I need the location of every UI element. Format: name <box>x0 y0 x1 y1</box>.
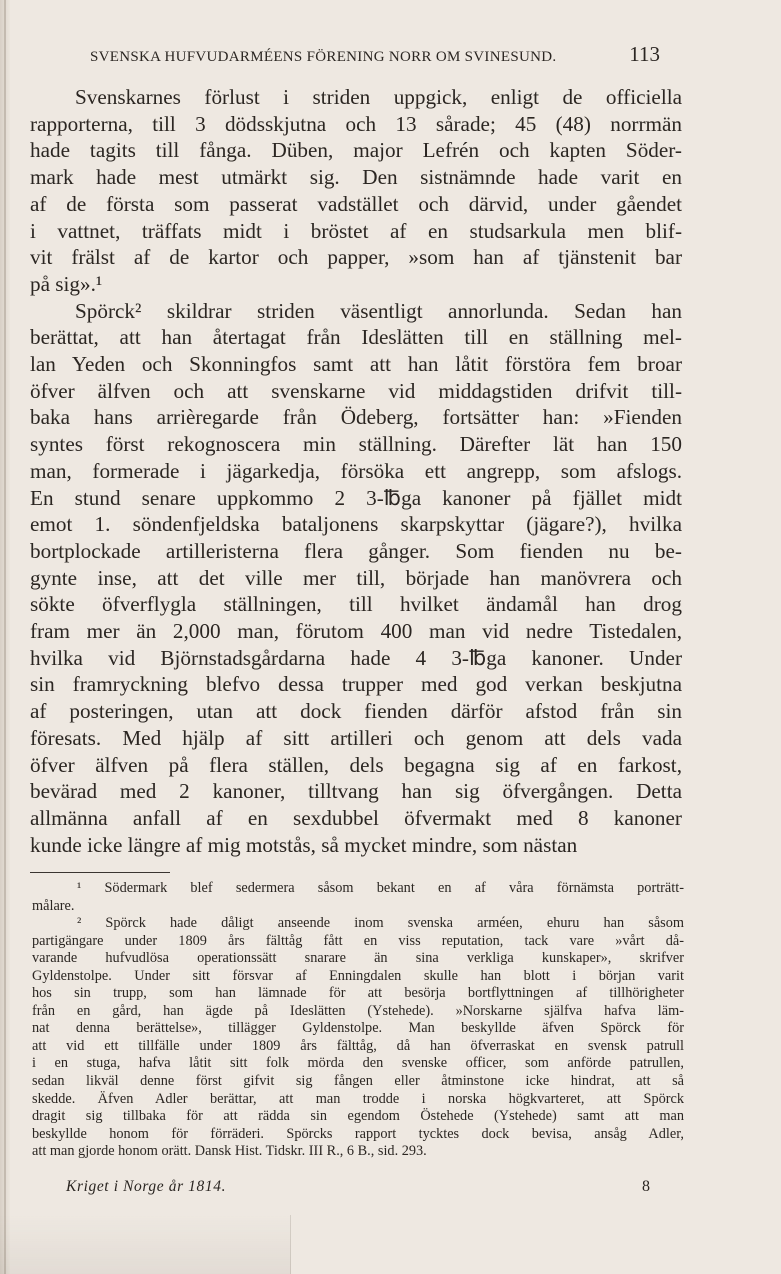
footnote-line: nat denna berättelse», tillägger Gyldenstolpe. Man beskyllde äfven Spörck för <box>32 1020 684 1037</box>
text-line: öfver älfven och att svenskarne vid middagstiden drifvit till- <box>30 378 682 403</box>
text-line: sin framryckning blefvo dessa trupper med god verkan beskjutna <box>30 672 682 697</box>
page-footer <box>66 1178 650 1196</box>
text-line: bevärad med 2 kanoner, tilltvang han sig öfvergången. Detta <box>30 779 682 804</box>
footnote-line: att man gjorde honom orätt. Dansk Hist. Tidskr. III R., 6 B., sid. 293. <box>32 1143 427 1160</box>
text-line: emot 1. söndenfjeldska bataljonens skarpskyttar (jägare?), hvilka <box>30 512 682 537</box>
main-text <box>30 84 682 858</box>
footnote-line: partigängare under 1809 års fälttåg fått en viss reputation, tack vare »vårt då- <box>32 932 684 949</box>
binding-line <box>4 0 6 1274</box>
text-line: i vattnet, träffats midt i bröstet af en studsarkula men blif- <box>30 218 682 243</box>
footnote-line: ² Spörck hade dåligt anseende inom svenska arméen, ehuru han såsom <box>77 915 684 932</box>
footnotes <box>32 880 684 1161</box>
text-line: hade tagits till fånga. Düben, major Lefrén och kapten Söder- <box>30 138 682 163</box>
footnote-line: beskyllde honom för förräderi. Spörcks rapport tycktes dock bevisa, ansåg Adler, <box>32 1125 684 1142</box>
footnote-line: dragit sig tillbaka för att rädda sin egendom Östehede (Ystehede) samt att man <box>32 1108 684 1125</box>
signature-title: Kriget i Norge år 1814. <box>66 1178 227 1195</box>
text-line: man, formerade i jägarkedja, försöka ett angrepp, som afslogs. <box>30 458 682 483</box>
footnote-line: ¹ Södermark blef sedermera såsom bekant en af våra förnämsta porträtt- <box>77 880 684 896</box>
text-line: rapporterna, till 3 dödsskjutna och 13 sårade; 45 (48) norrmän <box>30 111 682 136</box>
text-line: öfver älfven på flera ställen, dels begagna sig af en farkost, <box>30 752 682 777</box>
text-line: hvilka vid Björnstadsgårdarna hade 4 3-℔ga kanoner. Under <box>30 645 682 670</box>
text-line: kunde icke längre af mig motstås, så mycket mindre, som nästan <box>30 832 578 857</box>
running-header <box>90 42 660 72</box>
text-line: sökte öfverflygla ställningen, till hvilket ändamål han drog <box>30 592 682 617</box>
footnote-line: i en stuga, hafva låtit sitt folk mörda den svenske officer, som anförde patrullen, <box>32 1055 684 1072</box>
footnote-line: varande hufvudlösa operationssätt snarare än sina verkliga kunskaper», skrifver <box>32 950 684 967</box>
signature-mark: 8 <box>642 1178 650 1195</box>
text-line: lan Yeden och Skonningfos samt att han låtit förstöra fem broar <box>30 352 682 377</box>
text-line: af posteringen, utan att dock fienden därför afstod från sin <box>30 699 682 724</box>
footnote-rule <box>30 872 170 873</box>
text-line: Svenskarnes förlust i striden uppgick, enligt de officiella <box>75 85 682 109</box>
footnote-line: från en gård, han ägde på Ideslätten (Ystehede). »Norskarne själfva hafva läm- <box>32 1002 684 1019</box>
text-line: af de första som passerat vadstället och därvid, under gåendet <box>30 191 682 216</box>
text-line: Spörck² skildrar striden väsentligt annorlunda. Sedan han <box>75 298 682 323</box>
text-line: berättat, att han återtagat från Ideslätten till en ställning mel- <box>30 325 682 350</box>
footnote-line: att vid ett tillfälle under 1809 års fälttåg, då han öfverraskat en svensk patrull <box>32 1037 684 1054</box>
text-line: bortplockade artilleristerna flera gånger. Som fienden nu be- <box>30 538 682 563</box>
footnote-line: målare. <box>32 897 75 914</box>
text-line: allmänna anfall af en sexdubbel öfvermakt med 8 kanoner <box>30 805 682 830</box>
scan-shadow <box>0 1215 291 1274</box>
text-line: vit frälst af de kartor och papper, »som han af tjänstenit bar <box>30 245 682 270</box>
page-number: 113 <box>629 42 660 66</box>
footnote-line: skedde. Äfven Adler berättar, att man trodde i norska högkvarteret, att Spörck <box>32 1090 684 1107</box>
running-title: SVENSKA HUFVUDARMÉENS FÖRENING NORR OM SVINESUND. <box>90 49 557 65</box>
text-line: baka hans arrièregarde från Ödeberg, fortsätter han: »Fienden <box>30 405 682 430</box>
text-line: En stund senare uppkommo 2 3-℔ga kanoner på fjället midt <box>30 485 682 510</box>
footnote-line: Gyldenstolpe. Under sitt försvar af Enningdalen skulle han blott i början varit <box>32 967 684 984</box>
text-line: syntes först rekognoscera min ställning. Därefter lät han 150 <box>30 432 682 457</box>
text-line: föresats. Med hjälp af sitt artilleri och genom att dels vada <box>30 725 682 750</box>
footnote-line: hos sin trupp, som han lämnade för att besörja bortflyttningen af tillhörigheter <box>32 985 684 1002</box>
text-line: gynte inse, att det ville mer till, började han manövrera och <box>30 565 682 590</box>
text-line: på sig».¹ <box>30 271 103 296</box>
footnote-line: sedan likväl denne först gifvit sig fången eller åtminstone icke hindrat, att så <box>32 1073 684 1090</box>
text-line: mark hade mest utmärkt sig. Den sistnämnde hade varit en <box>30 165 682 190</box>
text-line: fram mer än 2,000 man, förutom 400 man vid nedre Tistedalen, <box>30 619 682 644</box>
